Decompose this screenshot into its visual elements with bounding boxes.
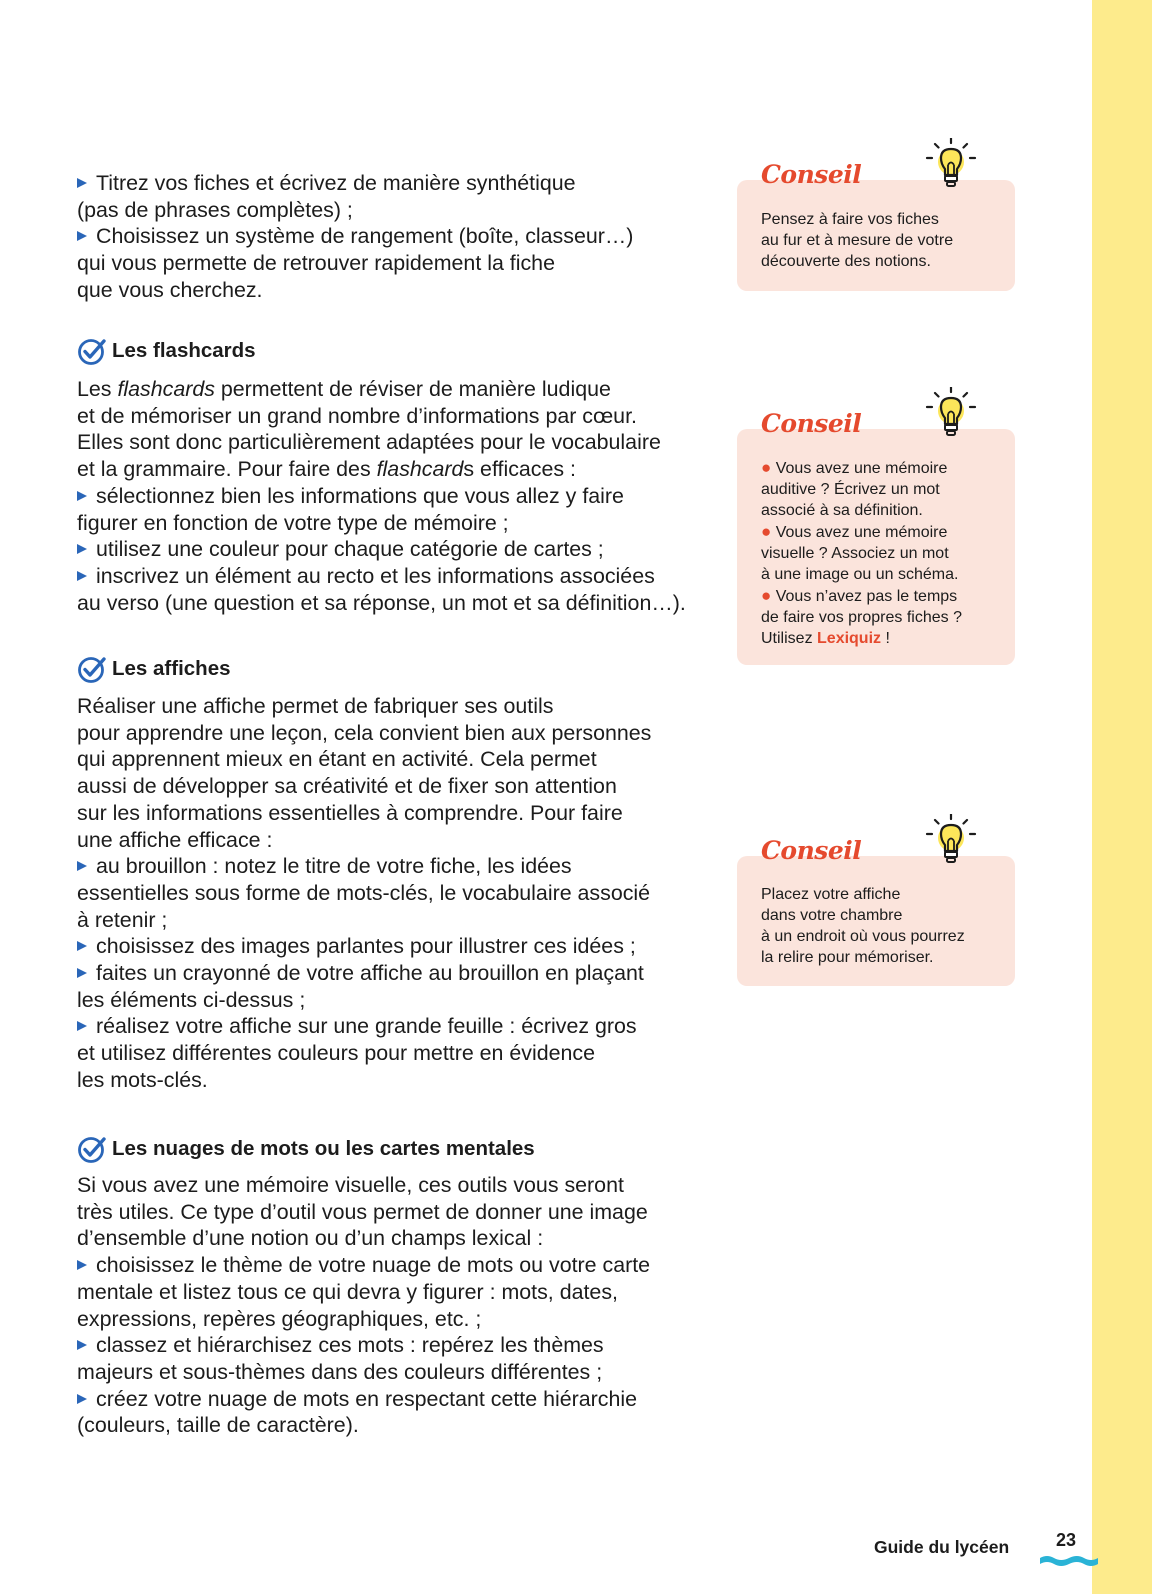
triangle-bullet-icon (77, 231, 87, 241)
red-bullet-icon: ● (761, 586, 772, 605)
section-heading-flashcards: Les flashcards (77, 336, 256, 366)
triangle-bullet-icon (77, 1340, 87, 1350)
tip-label: Conseil (761, 836, 862, 865)
tip-text: Pensez à faire vos fiches au fur et à mesure de votre découverte des notions. (761, 211, 954, 270)
yellow-side-stripe (1092, 0, 1152, 1594)
wave-decoration-icon (1040, 1554, 1098, 1568)
red-bullet-icon: ● (761, 522, 772, 541)
triangle-bullet-icon (77, 571, 87, 581)
triangle-bullet-icon (77, 861, 87, 871)
section-heading-nuages: Les nuages de mots ou les cartes mentales (77, 1134, 535, 1164)
lexiquiz-highlight: Lexiquiz (817, 630, 882, 647)
lightbulb-icon (923, 387, 979, 449)
triangle-bullet-icon (77, 1394, 87, 1404)
nuages-paragraph: Si vous avez une mémoire visuelle, ces outils vous seront très utiles. Ce type d’outil vous permet de donner une image d’ensemble d’une notion ou d’un champs lexical : choisissez le thème de votre nuage de mots ou votre carte mentale et listez tous ce qui devra y figurer : mots, dates, expressions, repères géographiques, etc. ; classez et hiérarchisez ces mots : repérez les thèmes majeurs et sous-thèmes dans des couleurs différentes ; créez votre nuage de mots en respectant cette hiérarchie (couleurs, taille de caractère). (77, 1173, 651, 1438)
tip-label: Conseil (761, 160, 862, 189)
tip-label: Conseil (761, 409, 862, 438)
triangle-bullet-icon (77, 941, 87, 951)
tip-text: Placez votre affiche dans votre chambre à un endroit où vous pourrez la relire pour mémoriser. (761, 886, 965, 966)
page-number: 23 (1055, 1530, 1077, 1550)
triangle-bullet-icon (77, 178, 87, 188)
check-circle-icon (77, 1134, 107, 1164)
check-circle-icon (77, 336, 107, 366)
triangle-bullet-icon (77, 491, 87, 501)
triangle-bullet-icon (77, 968, 87, 978)
lightbulb-icon (923, 814, 979, 876)
triangle-bullet-icon (77, 544, 87, 554)
triangle-bullet-icon (77, 1260, 87, 1270)
intro-paragraph: Titrez vos fiches et écrivez de manière synthétique (pas de phrases complètes) ; Choisissez un système de rangement (boîte, classeur…) qui vous permette de retrouver rapidement la fiche que vous cherchez. (77, 171, 634, 302)
affiches-paragraph: Réaliser une affiche permet de fabriquer ses outils pour apprendre une leçon, cela convient bien aux personnes qui apprennent mieux en étant en activité. Cela permet aussi de développer sa créativité et de fixer son attention sur les informations essentielles à comprendre. Pour faire une affiche efficace : au brouillon : notez le titre de votre fiche, les idées essentielles sous forme de mots-clés, le vocabulaire associé à retenir ; choisissez des images parlantes pour illustrer ces idées ; faites un crayonné de votre affiche au brouillon en plaçant les éléments ci-dessus ; réalisez votre affiche sur une grande feuille : écrivez gros et utilisez différentes couleurs pour mettre en évidence les mots-clés. (77, 694, 652, 1092)
triangle-bullet-icon (77, 1021, 87, 1031)
section-heading-affiches: Les affiches (77, 654, 231, 684)
lightbulb-icon (923, 138, 979, 200)
footer-guide-title: Guide du lycéen (874, 1537, 1010, 1557)
red-bullet-icon: ● (761, 458, 772, 477)
tip-text: ● Vous avez une mémoire auditive ? Écrivez un mot associé à sa définition. ● Vous avez une mémoire visuelle ? Associez un mot à une image ou un schéma. ● Vous n’avez pas le temps de faire vos propres fiches ? Utilisez Lexiquiz ! (761, 458, 962, 647)
flashcards-paragraph: Les flashcards permettent de réviser de manière ludique et de mémoriser un grand nombre d’informations par cœur. Elles sont donc particulièrement adaptées pour le vocabulaire et la grammaire. Pour faire des flashcards efficaces : sélectionnez bien les informations que vous allez y faire figurer en fonction de votre type de mémoire ; utilisez une couleur pour chaque catégorie de cartes ; inscrivez un élément au recto et les informations associées au verso (une question et sa réponse, un mot et sa définition…). (77, 377, 686, 615)
check-circle-icon (77, 654, 107, 684)
